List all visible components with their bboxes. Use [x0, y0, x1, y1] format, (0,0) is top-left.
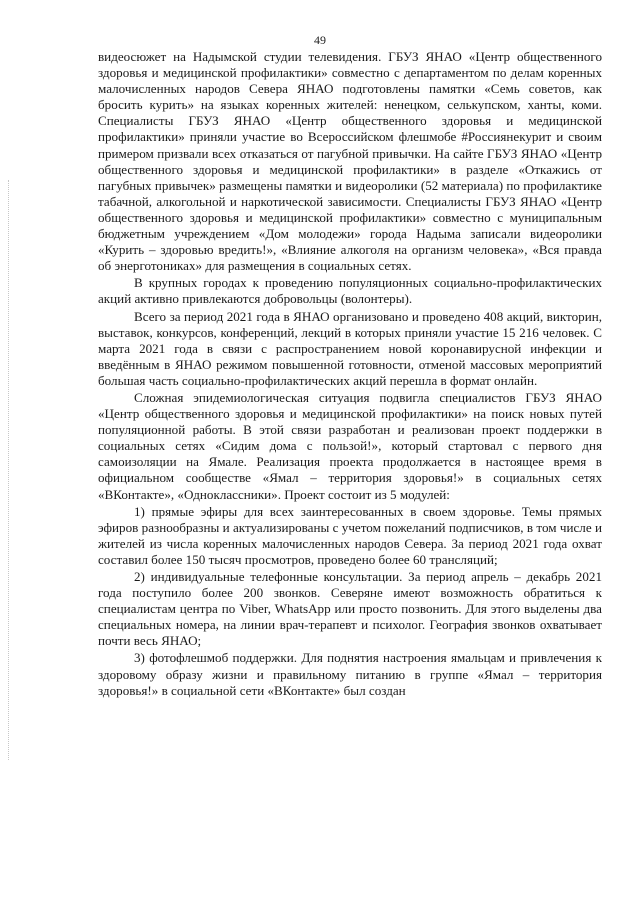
paragraph-actions-2021: Всего за период 2021 года в ЯНАО организовано и проведено 408 акций, викторин, выставок, конкурсов, конференций, лекций в которых приняли участие 15 216 человек. С марта 2021 года в связи с распространением новой коронавирусной инфекции и введённым в ЯНАО режимом повышенной готовности, отменой массовых мероприятий большая часть социально-профилактических акций перешла в формат онлайн.	[98, 308, 602, 388]
paragraph-volunteers: В крупных городах к проведению популяционных социально-профилактических акций активно привлекаются добровольцы (волонтеры).	[98, 275, 602, 307]
paragraph-video-and-leaflets: видеосюжет на Надымской студии телевидения. ГБУЗ ЯНАО «Центр общественного здоровья и медицинской профилактики» совместно с департаментом по делам коренных малочисленных народов Севера ЯНАО подготовлены памятки «Семь советов, как бросить курить» на языках коренных жителей: ненецком, селькупском, ханты, коми. Специалисты ГБУЗ ЯНАО «Центр общественного здоровья и медицинской профилактики» приняли участие во Всероссийском флешмобе #Россиянекурит и своим примером призвали всех отказаться от пагубной привычки. На сайте ГБУЗ ЯНАО «Центр общественного здоровья и медицинской профилактики» в разделе «Откажись от пагубных привычек» размещены памятки и видеоролики (52 материала) по профилактике табачной, алкогольной и наркотической зависимости. Специалисты ГБУЗ ЯНАО «Центр общественного здоровья и медицинской профилактики» совместно с муниципальным бюджетным учреждением «Дом молодежи» города Надыма записали видеоролики «Курить – здоровью вредить!», «Влияние алкоголя на организм человека», «Вся правда об энерготониках» для размещения в социальных сетях.	[98, 49, 602, 274]
paragraph-social-project: Сложная эпидемиологическая ситуация подвигла специалистов ГБУЗ ЯНАО «Центр общественного здоровья и медицинской профилактики» на поиск новых путей популяционной работы. В этой связи разработан и реализован проект поддержки в социальных сетях «Сидим дома с пользой!», который стартовал с первого дня самоизоляции на Ямале. Реализация проекта продолжается в настоящее время в официальном сообществе «Ямал – территория здоровья!» в социальных сетях «ВКонтакте», «Одноклассники». Проект состоит из 5 модулей:	[98, 389, 602, 502]
list-item-phone-consultations: 2) индивидуальные телефонные консультации. За период апрель – декабрь 2021 года поступило более 200 звонков. Северяне имеют возможность обратиться к специалистам центра по Viber, WhatsApp или просто позвонить. Для этого выделены два специальных номера, на линии врач-терапевт и психолог. География звонков охватывает почти весь ЯНАО;	[98, 569, 602, 649]
scan-edge-mark	[8, 180, 10, 760]
page-number: 49	[314, 33, 326, 47]
document-body	[98, 49, 602, 699]
list-item-live-streams: 1) прямые эфиры для всех заинтересованных в своем здоровье. Темы прямых эфиров разнообразны и актуализированы с учетом пожеланий подписчиков, в том числе и жителей из числа коренных малочисленных народов Севера. За период 2021 года охват составил более 150 тысяч просмотров, проведено более 60 трансляций;	[98, 503, 602, 567]
list-item-photo-flashmob: 3) фотофлешмоб поддержки. Для поднятия настроения ямальцам и привлечения к здоровому образу жизни и правильному питанию в группе «Ямал – территория здоровья!» в социальной сети «ВКонтакте» был создан	[98, 650, 602, 698]
